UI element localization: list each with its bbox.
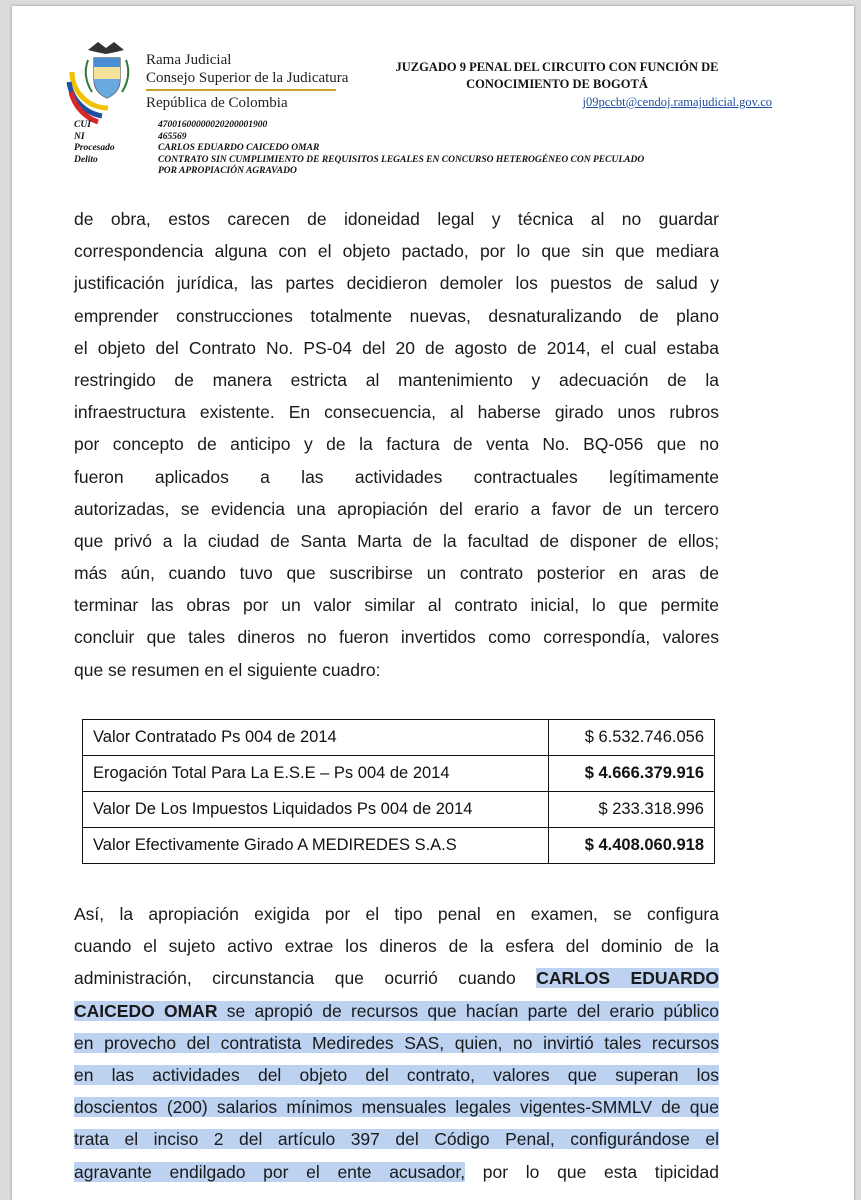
text-line: terminar las obras por un valor similar al contrato inicial, lo que permite [74,595,719,616]
values-table [82,719,715,864]
text-line: Así, la apropiación exigida por el tipo penal en examen, se configura [74,904,719,924]
meta-label: CUI [74,120,91,130]
meta-row-delito [74,155,748,167]
institution-council: Consejo Superior de la Judicatura [146,70,349,86]
institution-block [146,51,348,112]
highlighted-text: agravante endilgado por el ente acusador, [74,1161,466,1182]
text-line: cuando el sujeto activo extrae los dineros de la esfera del dominio de la [74,936,719,957]
institution-country: República de Colombia [146,95,288,111]
divider [146,89,336,91]
text-line: de obra, estos carecen de idoneidad legal y técnica al no guardar [74,209,719,229]
text-segment: administración, circunstancia que ocurrió cuando [74,968,537,989]
table-row [83,720,715,756]
text-line: que se resumen en el siguiente cuadro: [74,659,381,680]
meta-label: Delito [74,154,98,165]
institution-name: Rama Judicial [146,52,232,68]
text-line: el objeto del Contrato No. PS-04 del 20 de agosto de 2014, el cual estaba [74,337,719,358]
court-email-link[interactable]: j09pccbt@cendoj.ramajudicial.gov.co [582,95,772,109]
table-cell-amount: $ 4.408.060.918 [549,828,715,864]
table-cell-amount: $ 4.666.379.916 [549,756,715,792]
case-metadata [74,120,748,178]
meta-value: 465569 [158,131,187,142]
table-row [83,828,715,864]
highlighted-text: doscientos (200) salarios mínimos mensuales legales vigentes-SMMLV de que [74,1097,719,1118]
text-line [74,1123,719,1155]
text-line: restringido de manera estricta al mantenimiento y adecuación de la [74,369,719,390]
table-cell-label: Erogación Total Para La E.S.E – Ps 004 de 2014 [83,756,549,792]
text-line: infraestructura existente. En consecuencia, al haberse girado unos rubros [74,402,719,423]
paragraph-1 [74,203,719,686]
text-line [74,1091,719,1123]
text-line [74,1156,719,1188]
highlighted-text: en provecho del contratista Medirede​s SAS, quien, no invirtió tales recursos [74,1032,719,1053]
highlighted-name: CAICEDO OMAR [74,1000,218,1021]
meta-label: NI [74,131,85,142]
text-line [74,1059,719,1091]
court-name-line1: JUZGADO 9 PENAL DEL CIRCUITO CON FUNCIÓN DE [395,60,719,74]
text-line: fueron aplicados a las actividades contractuales legítimamente [74,466,719,487]
text-line: concluir que tales dineros no fueron invertidos como correspondía, valores [74,627,719,648]
text-line: más aún, cuando tuvo que suscribirse un contrato posterior en aras de [74,563,719,584]
table-cell-amount: $ 6.532.746.056 [549,720,715,756]
table-row [83,792,715,828]
table-cell-amount: $ 233.318.996 [549,792,715,828]
meta-value: CONTRATO SIN CUMPLIMIENTO DE REQUISITOS LEGALES EN CONCURSO HETEROGÉNEO CON PECULADO [158,154,645,165]
highlighted-text: se apropió de recursos que hacían parte del erario público [217,1000,720,1021]
meta-row-cui [74,120,748,132]
highlighted-text: trata el inciso 2 del artículo 397 del Código Penal, configurándose el [74,1129,719,1150]
paragraph-2 [74,898,719,1188]
court-heading [342,59,772,111]
meta-row-procesado [74,143,748,155]
meta-label: Procesado [74,143,115,153]
meta-value: POR APROPIACIÓN AGRAVADO [158,166,297,176]
text-line: autorizadas, se evidencia una apropiación del erario a favor de un tercero [74,498,719,519]
colombia-coat-of-arms-icon [58,28,158,128]
meta-value: CARLOS EDUARDO CAICEDO OMAR [158,143,320,153]
highlighted-text: en las actividades del objeto del contrato, valores que superan los [74,1064,719,1085]
text-line [74,962,719,994]
text-line: que privó a la ciudad de Santa Marta de la facultad de disponer de ellos; [74,530,719,551]
meta-row-ni [74,132,748,144]
meta-row-delito-cont [74,166,748,178]
highlighted-name: CARLOS EDUARDO [536,968,720,989]
table-row [83,756,715,792]
text-line: por concepto de anticipo y de la factura de venta No. BQ-056 que no [74,434,719,455]
text-line: justificación jurídica, las partes decidieron demoler los puestos de salud y [74,273,719,294]
table-cell-label: Valor Contratado Ps 004 de 2014 [83,720,549,756]
text-line [74,1027,719,1059]
text-segment: por lo que esta tipicidad [465,1161,719,1182]
meta-value: 47001600000020200001900 [158,120,268,130]
text-line [74,995,719,1027]
table-cell-label: Valor De Los Impuestos Liquidados Ps 004 de 2014 [83,792,549,828]
text-line: emprender construcciones totalmente nuevas, desnaturalizando de plano [74,305,719,326]
text-line: correspondencia alguna con el objeto pactado, por lo que sin que mediara [74,241,719,262]
court-name-line2: CONOCIMIENTO DE BOGOTÁ [466,77,648,91]
document-page [12,6,854,1200]
table-cell-label: Valor Efectivamente Girado A MEDIREDES S.A.S [83,828,549,864]
